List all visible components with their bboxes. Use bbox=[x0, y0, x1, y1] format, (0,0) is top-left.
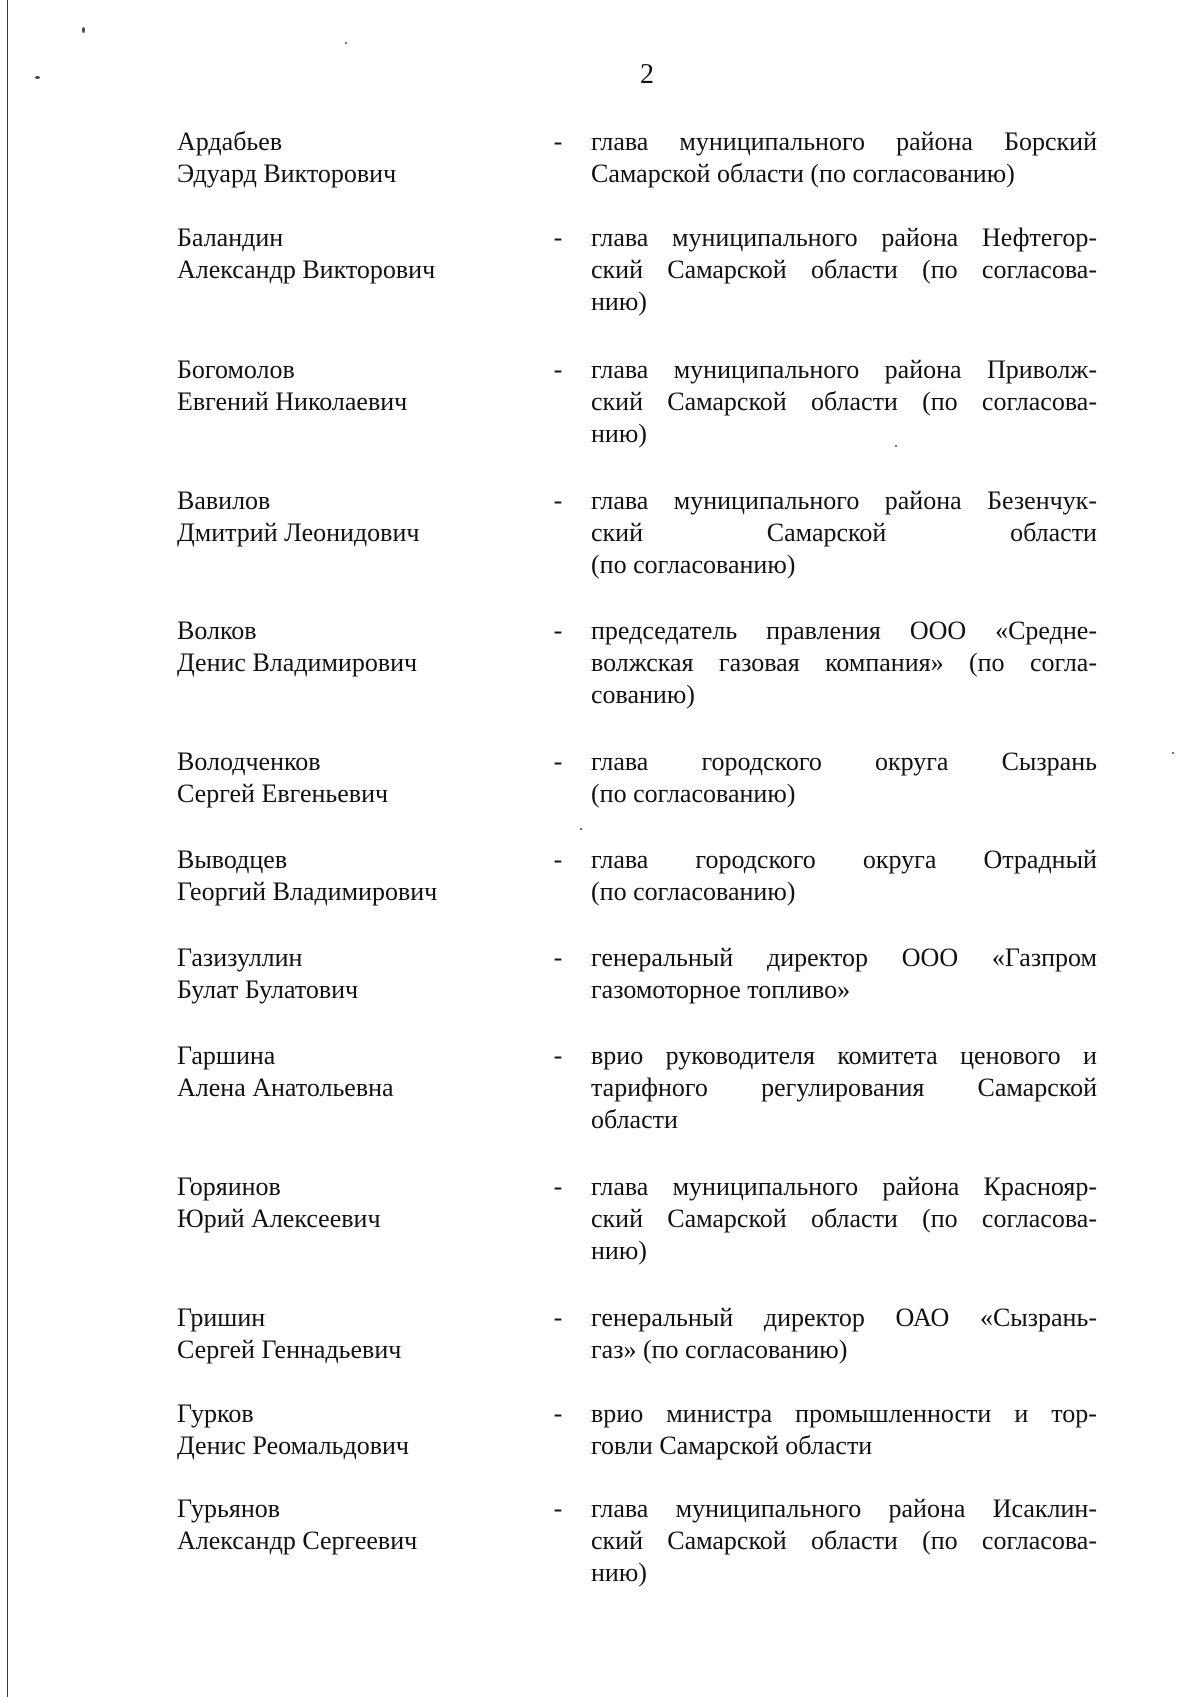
member-position bbox=[591, 1398, 1097, 1462]
dash-separator: - bbox=[553, 1303, 563, 1332]
position-word: нию) bbox=[591, 419, 647, 448]
position-word: области bbox=[810, 387, 898, 416]
position-line bbox=[591, 844, 1097, 876]
position-line bbox=[591, 222, 1097, 254]
member-name bbox=[177, 746, 537, 810]
member-name bbox=[177, 1040, 537, 1104]
position-word: муниципального bbox=[675, 1494, 862, 1523]
position-word: нию) bbox=[591, 1236, 647, 1265]
position-line bbox=[591, 876, 1097, 908]
member-name bbox=[177, 222, 537, 286]
member-position bbox=[591, 222, 1097, 318]
position-word: области bbox=[810, 1526, 898, 1555]
position-word: глава bbox=[591, 845, 649, 874]
position-word: врио bbox=[591, 1399, 644, 1428]
member-name bbox=[177, 615, 537, 679]
position-word: согласова- bbox=[981, 387, 1097, 416]
position-word: председатель bbox=[591, 616, 738, 645]
position-word: области bbox=[1010, 518, 1097, 547]
position-line bbox=[591, 1430, 1097, 1462]
member-entry bbox=[177, 354, 1097, 464]
member-entry bbox=[177, 485, 1097, 595]
position-line bbox=[591, 1235, 1097, 1267]
position-word: компания» bbox=[825, 648, 944, 677]
position-word: муниципального bbox=[672, 223, 858, 252]
position-word: врио bbox=[591, 1041, 644, 1070]
member-name bbox=[177, 126, 537, 190]
position-word: промышленности bbox=[795, 1399, 992, 1428]
position-line bbox=[591, 1171, 1097, 1203]
position-word: Самарской области (по согласованию) bbox=[591, 159, 1015, 188]
position-word: округа bbox=[862, 845, 937, 874]
member-name bbox=[177, 354, 537, 418]
position-line bbox=[591, 1203, 1097, 1235]
position-word: согласова- bbox=[981, 255, 1097, 284]
position-word: Самарской bbox=[977, 1073, 1097, 1102]
position-word: согласова- bbox=[981, 1204, 1097, 1233]
member-surname: Богомолов bbox=[177, 355, 295, 384]
position-word: Приволж- bbox=[986, 355, 1097, 384]
position-word: тарифного bbox=[591, 1073, 708, 1102]
member-entry bbox=[177, 942, 1097, 1052]
member-name bbox=[177, 1398, 537, 1462]
position-word: глава bbox=[591, 1494, 649, 1523]
member-surname: Ардабьев bbox=[177, 127, 283, 156]
member-entry bbox=[177, 222, 1097, 332]
position-word: Самарской bbox=[667, 1526, 787, 1555]
position-line bbox=[591, 1557, 1097, 1589]
position-word: директор bbox=[763, 1303, 865, 1332]
member-given-names: Георгий Владимирович bbox=[177, 877, 438, 906]
position-word: газ» (по согласованию) bbox=[591, 1335, 848, 1364]
member-given-names: Алена Анатольевна bbox=[177, 1073, 394, 1102]
member-position bbox=[591, 126, 1097, 190]
position-line bbox=[591, 1104, 1097, 1136]
position-word: муниципального bbox=[679, 127, 865, 156]
member-name bbox=[177, 485, 537, 549]
member-name bbox=[177, 1493, 537, 1557]
position-word: Самарской bbox=[667, 255, 787, 284]
member-position bbox=[591, 615, 1097, 711]
member-surname: Гурков bbox=[177, 1399, 254, 1428]
member-given-names: Денис Владимирович bbox=[177, 648, 418, 677]
position-word: директор bbox=[767, 943, 868, 972]
position-line bbox=[591, 942, 1097, 974]
position-word: глава bbox=[591, 1172, 649, 1201]
member-given-names: Александр Викторович bbox=[177, 255, 436, 284]
position-line bbox=[591, 158, 1097, 190]
member-name bbox=[177, 844, 537, 908]
dash-separator: - bbox=[553, 616, 563, 645]
member-surname: Баландин bbox=[177, 223, 284, 252]
position-word: согласова- bbox=[981, 1526, 1097, 1555]
position-word: газовая bbox=[718, 648, 800, 677]
position-word: ОАО bbox=[895, 1303, 950, 1332]
position-word: района bbox=[896, 127, 973, 156]
dash-separator: - bbox=[553, 943, 563, 972]
position-word: (по согласованию) bbox=[591, 779, 796, 808]
member-entry bbox=[177, 615, 1097, 725]
position-line bbox=[591, 647, 1097, 679]
member-position bbox=[591, 485, 1097, 581]
member-given-names: Эдуард Викторович bbox=[177, 159, 397, 188]
position-word: городского bbox=[701, 747, 822, 776]
position-word: Самарской bbox=[667, 387, 787, 416]
position-word: Сызрань bbox=[1001, 747, 1097, 776]
member-position bbox=[591, 1040, 1097, 1136]
dash-separator: - bbox=[553, 127, 563, 156]
position-word: Самарской bbox=[766, 518, 887, 547]
dash-separator: - bbox=[553, 1494, 563, 1523]
position-line bbox=[591, 254, 1097, 286]
member-surname: Гаршина bbox=[177, 1041, 276, 1070]
position-line bbox=[591, 1398, 1097, 1430]
member-given-names: Булат Булатович bbox=[177, 975, 359, 1004]
position-word: глава bbox=[591, 486, 649, 515]
member-surname: Выводцев bbox=[177, 845, 288, 874]
position-word: правления bbox=[766, 616, 881, 645]
position-word: городского bbox=[695, 845, 816, 874]
member-surname: Володченков bbox=[177, 747, 321, 776]
position-word: глава bbox=[591, 223, 649, 252]
member-given-names: Александр Сергеевич bbox=[177, 1526, 418, 1555]
position-word: и bbox=[1083, 1041, 1097, 1070]
position-word: сованию) bbox=[591, 680, 695, 709]
position-word: района bbox=[884, 355, 962, 384]
member-position bbox=[591, 942, 1097, 1006]
position-line bbox=[591, 1072, 1097, 1104]
member-surname: Вавилов bbox=[177, 486, 271, 515]
position-word: газомоторное топливо» bbox=[591, 975, 851, 1004]
member-name bbox=[177, 1302, 537, 1366]
member-given-names: Евгений Николаевич bbox=[177, 387, 408, 416]
position-line bbox=[591, 1525, 1097, 1557]
position-word: (по bbox=[968, 648, 1005, 677]
member-position bbox=[591, 1171, 1097, 1267]
member-entry bbox=[177, 1040, 1097, 1150]
position-line bbox=[591, 778, 1097, 810]
member-given-names: Сергей Геннадьевич bbox=[177, 1335, 402, 1364]
position-word: регулирования bbox=[761, 1073, 925, 1102]
position-line bbox=[591, 517, 1097, 549]
position-word: области bbox=[810, 255, 898, 284]
position-word: (по bbox=[922, 1526, 958, 1555]
position-word: «Средне- bbox=[995, 616, 1097, 645]
position-word: глава bbox=[591, 127, 649, 156]
position-word: ООО bbox=[909, 616, 967, 645]
dash-separator: - bbox=[553, 1172, 563, 1201]
member-entry bbox=[177, 1302, 1097, 1412]
position-word: генеральный bbox=[591, 1303, 734, 1332]
member-position bbox=[591, 746, 1097, 810]
position-word: района bbox=[884, 486, 962, 515]
dash-separator: - bbox=[553, 1041, 563, 1070]
position-line bbox=[591, 1040, 1097, 1072]
position-word: (по согласованию) bbox=[591, 877, 796, 906]
position-word: ский bbox=[591, 518, 643, 547]
position-line bbox=[591, 418, 1097, 450]
position-word: области bbox=[591, 1105, 678, 1134]
position-line bbox=[591, 746, 1097, 778]
position-word: глава bbox=[591, 355, 649, 384]
position-word: ский bbox=[591, 387, 643, 416]
position-word: области bbox=[810, 1204, 898, 1233]
member-name bbox=[177, 942, 537, 1006]
position-line bbox=[591, 679, 1097, 711]
position-line bbox=[591, 286, 1097, 318]
position-line bbox=[591, 386, 1097, 418]
member-surname: Горяинов bbox=[177, 1172, 281, 1201]
position-word: муниципального bbox=[673, 486, 860, 515]
member-given-names: Дмитрий Леонидович bbox=[177, 518, 420, 547]
position-word: «Сызрань- bbox=[979, 1303, 1097, 1332]
position-word: (по bbox=[922, 1204, 958, 1233]
member-entry bbox=[177, 1398, 1097, 1508]
dash-separator: - bbox=[553, 486, 563, 515]
member-entry bbox=[177, 1171, 1097, 1281]
position-word: округа bbox=[874, 747, 949, 776]
position-word: и bbox=[1014, 1399, 1029, 1428]
dash-separator: - bbox=[553, 223, 563, 252]
position-line bbox=[591, 1334, 1097, 1366]
dash-separator: - bbox=[553, 1399, 563, 1428]
member-position bbox=[591, 844, 1097, 908]
member-surname: Газизуллин bbox=[177, 943, 303, 972]
position-line bbox=[591, 974, 1097, 1006]
dash-separator: - bbox=[553, 355, 563, 384]
member-given-names: Сергей Евгеньевич bbox=[177, 779, 389, 808]
position-word: Исаклин- bbox=[992, 1494, 1097, 1523]
position-word: глава bbox=[591, 747, 649, 776]
position-word: Нефтегор- bbox=[981, 223, 1097, 252]
position-line bbox=[591, 615, 1097, 647]
member-entry bbox=[177, 1493, 1097, 1603]
position-word: Борский bbox=[1004, 127, 1097, 156]
position-word: нию) bbox=[591, 287, 647, 316]
position-word: (по bbox=[922, 387, 958, 416]
position-line bbox=[591, 354, 1097, 386]
position-word: (по bbox=[922, 255, 958, 284]
position-word: министра bbox=[666, 1399, 773, 1428]
position-word: Самарской bbox=[667, 1204, 787, 1233]
member-surname: Волков bbox=[177, 616, 257, 645]
position-word: района bbox=[881, 223, 959, 252]
position-word: руководителя bbox=[665, 1041, 815, 1070]
position-word: ский bbox=[591, 1526, 643, 1555]
member-position bbox=[591, 354, 1097, 450]
page-number: 2 bbox=[640, 59, 654, 90]
position-word: «Газпром bbox=[991, 943, 1097, 972]
position-word: Отрадный bbox=[983, 845, 1097, 874]
position-word: волжская bbox=[591, 648, 694, 677]
member-surname: Гришин bbox=[177, 1303, 266, 1332]
position-word: района bbox=[888, 1494, 966, 1523]
position-word: нию) bbox=[591, 1558, 647, 1587]
position-word: муниципального bbox=[673, 355, 860, 384]
member-entry bbox=[177, 844, 1097, 954]
position-word: района bbox=[882, 1172, 960, 1201]
position-word: (по согласованию) bbox=[591, 550, 796, 579]
position-word: Краснояр- bbox=[983, 1172, 1097, 1201]
member-position bbox=[591, 1493, 1097, 1589]
member-entry bbox=[177, 746, 1097, 856]
member-given-names: Юрий Алексеевич bbox=[177, 1204, 381, 1233]
position-line bbox=[591, 485, 1097, 517]
member-surname: Гурьянов bbox=[177, 1494, 281, 1523]
position-word: ценового bbox=[960, 1041, 1061, 1070]
position-word: ООО bbox=[901, 943, 959, 972]
position-word: муниципального bbox=[672, 1172, 859, 1201]
member-entry bbox=[177, 126, 1097, 236]
position-word: ский bbox=[591, 1204, 643, 1233]
position-word: говли Самарской области bbox=[591, 1431, 873, 1460]
member-position bbox=[591, 1302, 1097, 1366]
position-line bbox=[591, 1493, 1097, 1525]
dash-separator: - bbox=[553, 845, 563, 874]
position-line bbox=[591, 126, 1097, 158]
position-word: Безенчук- bbox=[987, 486, 1097, 515]
position-word: ский bbox=[591, 255, 643, 284]
position-word: генеральный bbox=[591, 943, 734, 972]
position-line bbox=[591, 549, 1097, 581]
member-name bbox=[177, 1171, 537, 1235]
position-word: комитета bbox=[837, 1041, 938, 1070]
member-given-names: Денис Реомальдович bbox=[177, 1431, 409, 1460]
dash-separator: - bbox=[553, 747, 563, 776]
position-word: согла- bbox=[1029, 648, 1097, 677]
position-word: тор- bbox=[1051, 1399, 1097, 1428]
position-line bbox=[591, 1302, 1097, 1334]
